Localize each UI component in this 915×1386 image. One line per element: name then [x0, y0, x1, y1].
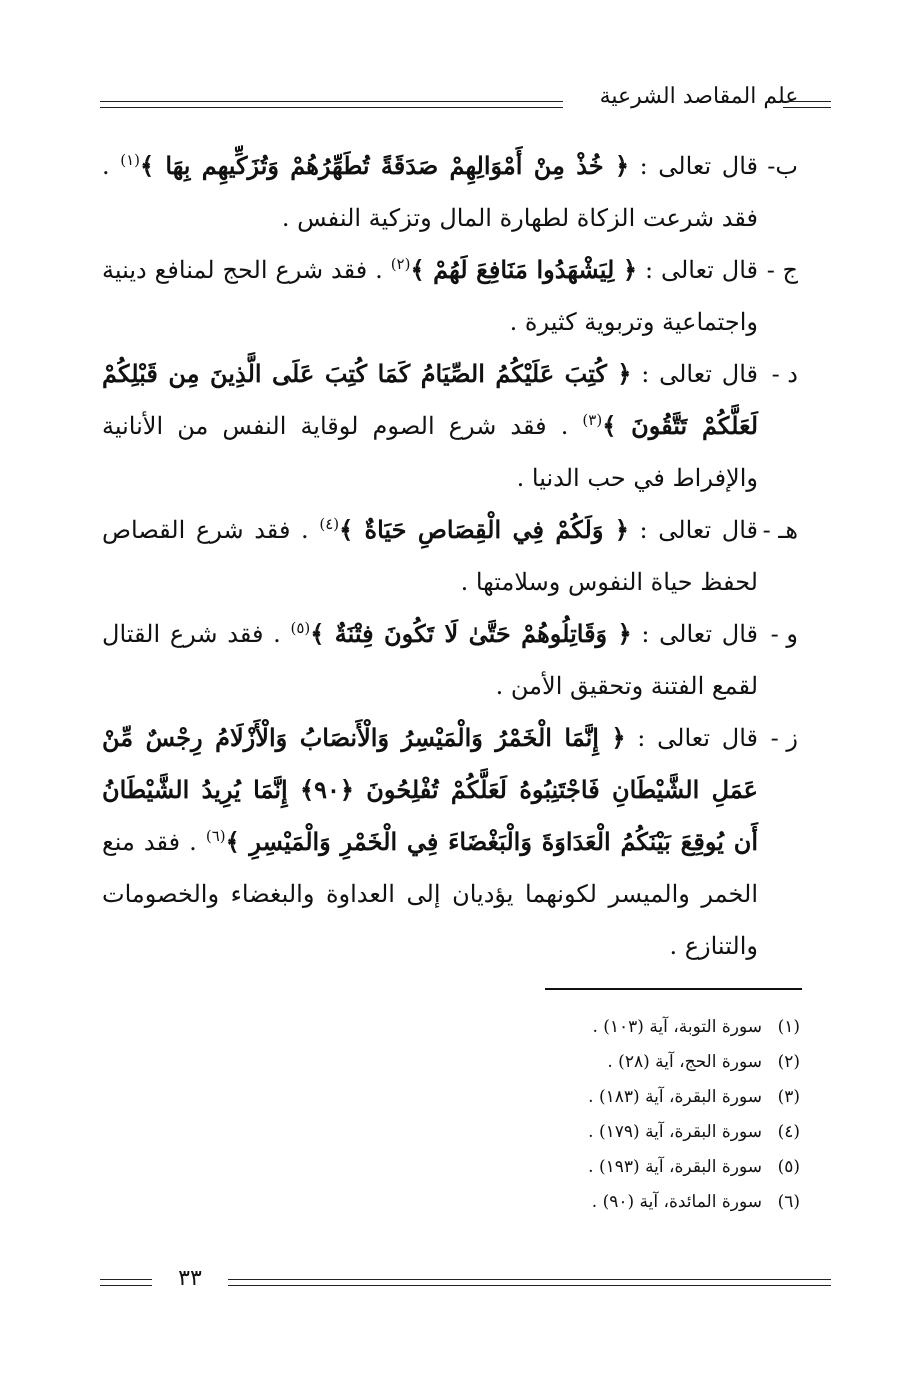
footnote-text: سورة البقرة، آية (١٧٩) . [588, 1122, 762, 1142]
quran-verse: ﴿ وَلَكُمْ فِي الْقِصَاصِ حَيَاةٌ ﴾ [339, 515, 629, 544]
item-marker: ز - [770, 724, 798, 752]
list-item [102, 608, 798, 712]
running-title: علم المقاصد الشرعية [599, 84, 799, 109]
quran-verse: ﴿ خُذْ مِنْ أَمْوَالِهِمْ صَدَقَةً تُطَهِّرُهُمْ وَتُزَكِّيهِم بِهَا ﴾ [140, 151, 630, 180]
footnote-number: (١) [777, 1017, 800, 1037]
item-text: . فقد شرع القصاص لحفظ حياة النفوس وسلامتها . [102, 516, 758, 596]
footnote-number: (٣) [777, 1087, 800, 1107]
item-intro: قال تعالى : [628, 516, 758, 544]
list-item [102, 140, 798, 244]
footer-rule-long [228, 1279, 831, 1286]
footnote [240, 1080, 800, 1115]
footnote [240, 1150, 800, 1185]
footnote-text: سورة المائدة، آية (٩٠) . [591, 1192, 762, 1212]
footnote-ref: (٤) [319, 515, 340, 533]
item-intro: قال تعالى : [625, 724, 758, 752]
list-item [102, 348, 798, 504]
header-rule-right [783, 101, 831, 108]
quran-verse: ﴿ إِنَّمَا الْخَمْرُ وَالْمَيْسِرُ وَالْأَنصَابُ وَالْأَزْلَامُ رِجْسٌ مِّنْ عَمَلِ الشَّيْطَانِ فَاجْتَنِبُوهُ لَعَلَّكُمْ تُفْلِحُونَ ﴿٩٠﴾ إِنَّمَا يُرِيدُ الشَّيْطَانُ أَن يُوقِعَ بَيْنَكُمُ الْعَدَاوَةَ وَالْبَغْضَاءَ فِي الْخَمْرِ وَالْمَيْسِرِ ﴾ [102, 723, 758, 856]
item-text: . فقد شرعت الزكاة لطهارة المال وتزكية النفس . [102, 152, 758, 232]
item-intro: قال تعالى : [631, 360, 758, 388]
footnote [240, 1115, 800, 1150]
item-marker: ب- [767, 152, 798, 180]
footnote [240, 1010, 800, 1045]
item-marker: و - [770, 620, 798, 648]
footnote-number: (٦) [777, 1192, 800, 1212]
item-marker: ج - [766, 256, 798, 284]
footer-rule-short [100, 1279, 152, 1286]
footnote-ref: (٣) [582, 411, 603, 429]
item-text: . فقد شرع الحج لمنافع دينية واجتماعية وتربوية كثيرة . [102, 256, 758, 336]
footnote-separator [545, 988, 802, 990]
footnote-text: سورة التوبة، آية (١٠٣) . [592, 1017, 762, 1037]
quran-verse: ﴿ لِيَشْهَدُوا مَنَافِعَ لَهُمْ ﴾ [410, 255, 638, 284]
page-number: ٣٣ [178, 1266, 202, 1291]
item-intro: قال تعالى : [631, 620, 759, 648]
footnote-ref: (٢) [390, 255, 411, 273]
item-intro: قال تعالى : [637, 256, 758, 284]
footnote-ref: (٥) [290, 619, 311, 637]
footnotes [240, 1010, 800, 1220]
footnote [240, 1045, 800, 1080]
footnote-number: (٢) [777, 1052, 800, 1072]
item-text: . فقد شرع القتال لقمع الفتنة وتحقيق الأمن . [102, 620, 758, 700]
footnote-number: (٥) [777, 1157, 800, 1177]
running-header [100, 80, 831, 124]
list-item [102, 504, 798, 608]
list-item [102, 712, 798, 972]
item-marker: د - [771, 360, 798, 388]
footnote-number: (٤) [777, 1122, 800, 1142]
footnote-text: سورة الحج، آية (٢٨) . [607, 1052, 762, 1072]
footnote-text: سورة البقرة، آية (١٨٣) . [588, 1087, 762, 1107]
item-marker: هـ - [762, 516, 798, 544]
main-text [102, 140, 798, 972]
item-text: . فقد منع الخمر والميسر لكونهما يؤديان إلى العداوة والبغضاء والخصومات والتنازع . [102, 828, 758, 960]
item-intro: قال تعالى : [629, 152, 758, 180]
footnote [240, 1185, 800, 1220]
item-text: . فقد شرع الصوم لوقاية النفس من الأنانية والإفراط في حب الدنيا . [102, 412, 758, 492]
quran-verse: ﴿ كُتِبَ عَلَيْكُمُ الصِّيَامُ كَمَا كُتِبَ عَلَى الَّذِينَ مِن قَبْلِكُمْ لَعَلَّكُمْ تَتَّقُونَ ﴾ [102, 359, 759, 440]
list-item [102, 244, 798, 348]
quran-verse: ﴿ وَقَاتِلُوهُمْ حَتَّىٰ لَا تَكُونَ فِتْنَةٌ ﴾ [310, 619, 632, 648]
header-rule-left [100, 101, 563, 108]
footnote-ref: (٦) [205, 827, 226, 845]
footnote-text: سورة البقرة، آية (١٩٣) . [588, 1157, 762, 1177]
footnote-ref: (١) [120, 151, 140, 169]
page-footer [100, 1268, 831, 1298]
